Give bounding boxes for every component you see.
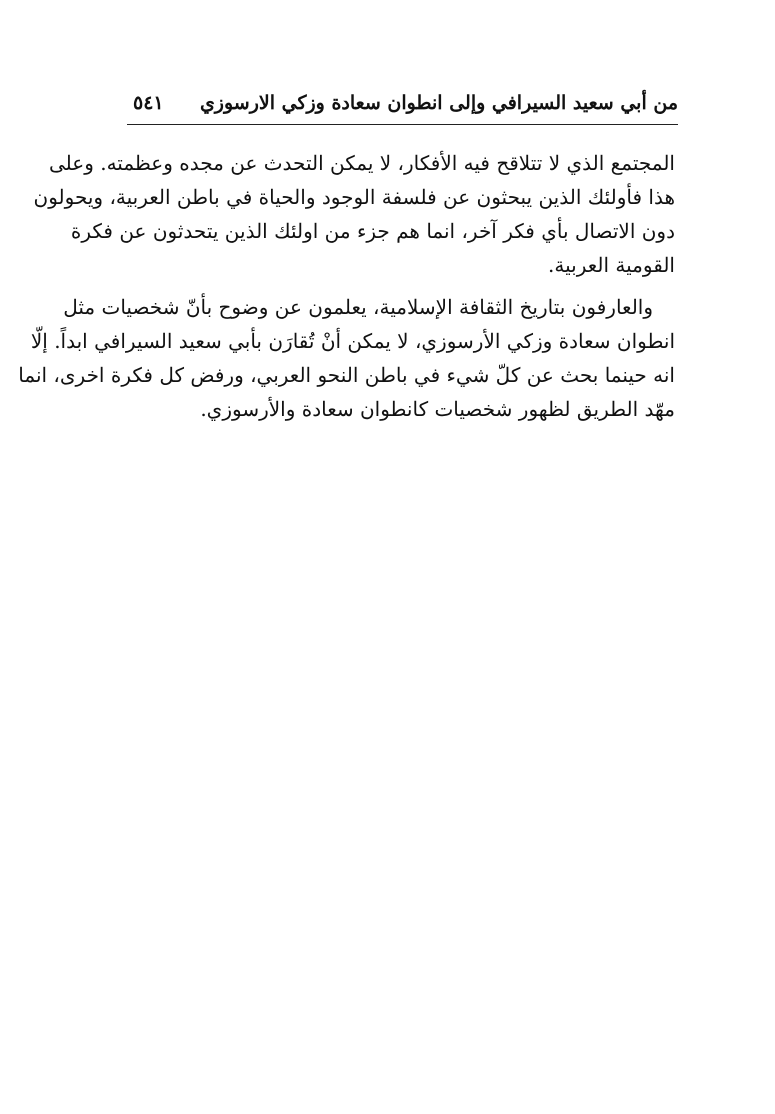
body-text bbox=[18, 146, 675, 434]
page-number: ٥٤١ bbox=[133, 92, 164, 114]
text-line: القومية العربية. bbox=[548, 253, 675, 277]
paragraph-1 bbox=[33, 146, 675, 282]
text-line: مهّد الطريق لظهور شخصيات كانطوان سعادة والأرسوزي. bbox=[200, 397, 675, 421]
text-line: انه حينما بحث عن كلّ شيء في باطن النحو العربي، ورفض كل فكرة اخرى، انما bbox=[18, 363, 675, 387]
text-line: المجتمع الذي لا تتلاقح فيه الأفكار، لا يمكن التحدث عن مجده وعظمته. وعلى bbox=[48, 151, 675, 175]
running-header bbox=[127, 88, 678, 124]
text-line: هذا فأولئك الذين يبحثون عن فلسفة الوجود والحياة في باطن العربية، ويحولون bbox=[33, 185, 675, 209]
text-line: والعارفون بتاريخ الثقافة الإسلامية، يعلمون عن وضوح بأنّ شخصيات مثل bbox=[63, 295, 653, 319]
header-rule bbox=[127, 124, 678, 125]
running-title: من أبي سعيد السيرافي وإلى انطوان سعادة وزكي الارسوزي bbox=[199, 92, 678, 114]
text-line: انطوان سعادة وزكي الأرسوزي، لا يمكن أنْ تُقارَن بأبي سعيد السيرافي ابداً. إلّا bbox=[30, 329, 675, 353]
paragraph-2 bbox=[18, 290, 675, 426]
text-line: دون الاتصال بأي فكر آخر، انما هم جزء من اولئك الذين يتحدثون عن فكرة bbox=[70, 219, 675, 243]
